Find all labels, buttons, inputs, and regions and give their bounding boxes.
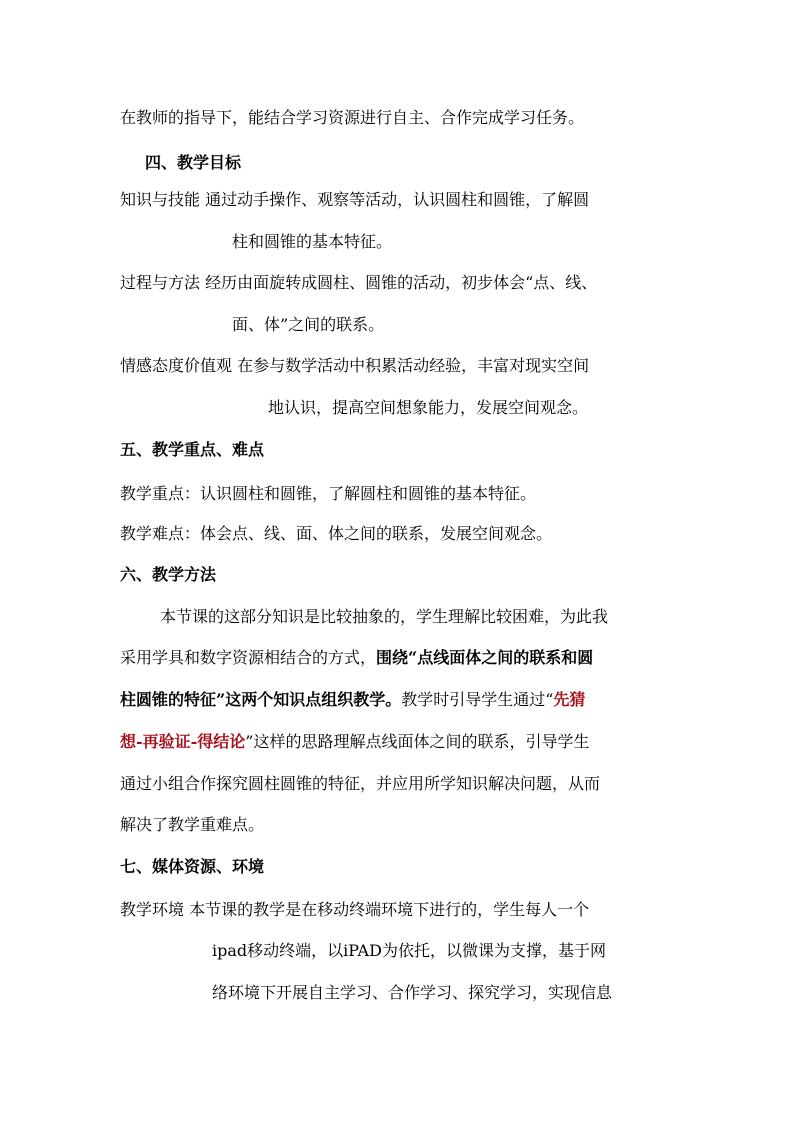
section-heading-methods: 六、教学方法 (120, 565, 217, 584)
objective-process-cont: 面、体”之间的联系。 (232, 315, 385, 334)
methods-line3-normal: 教学时引导学生通过“ (401, 690, 554, 709)
methods-paragraph-line5: 通过小组合作探究圆柱圆锥的特征，并应用所学知识解决问题，从而 (120, 774, 601, 793)
methods-line3-bold: 柱圆锥的特征”这两个知识点组织教学。 (120, 690, 402, 709)
methods-line2-normal: 采用学具和数字资源相结合的方式， (120, 648, 377, 667)
objective-emotion (120, 354, 589, 378)
methods-paragraph-line4 (120, 730, 589, 754)
objective-process-text: 经历由面旋转成圆柱、圆锥的活动，初步体会“点、线、 (205, 273, 598, 292)
media-environment-cont2: 络环境下开展自主学习、合作学习、探究学习，实现信息 (212, 983, 613, 1002)
objective-emotion-cont: 地认识，提高空间想象能力，发展空间观念。 (268, 398, 589, 417)
media-environment-cont1: ipad移动终端，以iPAD为依托，以微课为支撑，基于网 (212, 941, 606, 960)
section-heading-objectives: 四、教学目标 (145, 153, 242, 172)
methods-line4-highlight: 想-再验证-得结论 (120, 732, 246, 751)
section-heading-media: 七、媒体资源、环境 (120, 857, 265, 876)
objective-emotion-label: 情感态度价值观 (120, 356, 233, 375)
media-environment-text: 本节课的教学是在移动终端环境下进行的，学生每人一个 (189, 900, 590, 919)
methods-line4-normal: ”这样的思路理解点线面体之间的联系，引导学生 (245, 732, 590, 751)
key-point: 教学重点：认识圆柱和圆锥，了解圆柱和圆锥的基本特征。 (120, 484, 537, 503)
media-environment-label: 教学环境 (120, 900, 185, 919)
methods-paragraph-line1: 本节课的这部分知识是比较抽象的，学生理解比较困难，为此我 (160, 607, 609, 626)
objective-knowledge (120, 188, 589, 212)
objective-knowledge-cont: 柱和圆锥的基本特征。 (232, 232, 393, 251)
objective-knowledge-text: 通过动手操作、观察等活动，认识圆柱和圆锥，了解圆 (205, 190, 590, 209)
methods-paragraph-line6: 解决了教学重难点。 (120, 815, 265, 834)
methods-paragraph-line3 (120, 688, 585, 712)
difficult-point: 教学难点：体会点、线、面、体之间的联系，发展空间观念。 (120, 524, 553, 543)
objective-emotion-text: 在参与数学活动中积累活动经验，丰富对现实空间 (237, 356, 590, 375)
objective-process (120, 271, 597, 295)
methods-line2-bold: 围绕“点线面体之间的联系和圆 (376, 648, 594, 667)
objective-process-label: 过程与方法 (120, 273, 201, 292)
methods-paragraph-line2 (120, 646, 593, 670)
objective-knowledge-label: 知识与技能 (120, 190, 201, 209)
media-environment (120, 898, 589, 922)
intro-line: 在教师的指导下，能结合学习资源进行自主、合作完成学习任务。 (120, 108, 585, 127)
section-heading-key-points: 五、教学重点、难点 (120, 440, 265, 459)
methods-line3-highlight: 先猜 (553, 690, 586, 709)
